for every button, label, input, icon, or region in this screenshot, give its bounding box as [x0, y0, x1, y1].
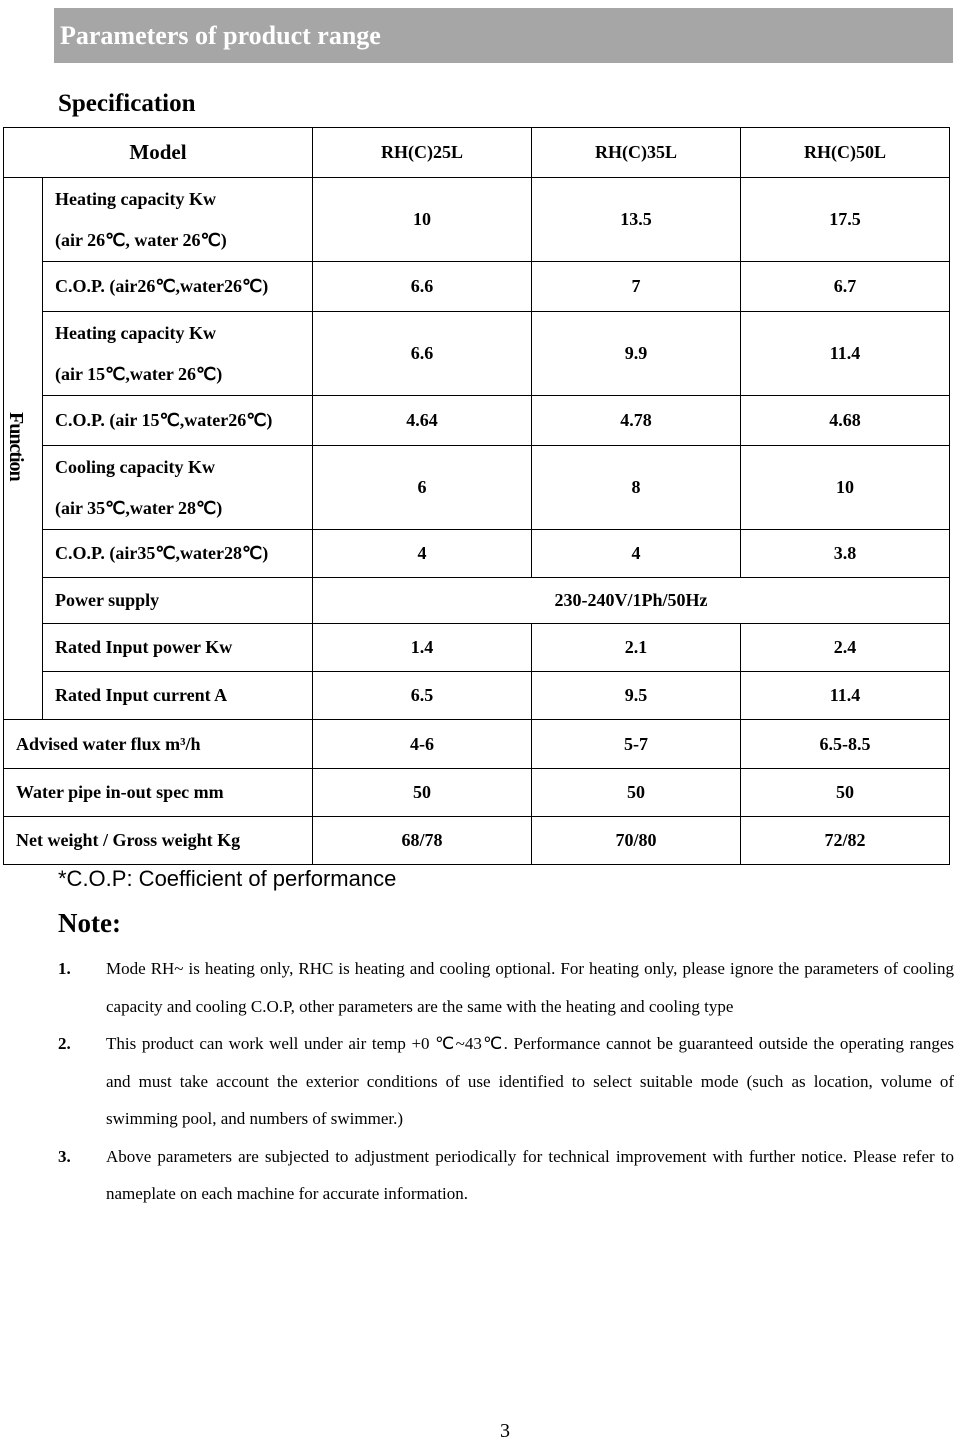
- row-label-line: Heating capacity Kw: [55, 188, 216, 209]
- row-label: Rated Input current A: [43, 672, 313, 720]
- model-name: RH(C)50L: [741, 128, 950, 178]
- table-row-water-flux: [4, 720, 950, 769]
- row-label-line: Cooling capacity Kw: [55, 456, 215, 477]
- table-row-cop-35: [4, 530, 950, 578]
- cell-value: 6.7: [741, 262, 950, 312]
- cell-value: 4.64: [313, 396, 532, 446]
- row-label: Water pipe in-out spec mm: [4, 769, 313, 817]
- cell-value: 50: [532, 769, 741, 817]
- cell-value: 4.78: [532, 396, 741, 446]
- row-label-line: (air 35℃,water 28℃): [55, 497, 223, 518]
- cell-value: 72/82: [741, 817, 950, 865]
- function-label: Function: [5, 411, 27, 481]
- row-label: [43, 446, 313, 530]
- row-label: [43, 178, 313, 262]
- table-row-model: [4, 128, 950, 178]
- note-text: Above parameters are subjected to adjustment periodically for technical improvement with further notice. Please refer to nameplate on each machine for accurate information.: [106, 1146, 954, 1203]
- note-number: 2.: [58, 1034, 71, 1053]
- cell-value: 6: [313, 446, 532, 530]
- cell-value: 11.4: [741, 672, 950, 720]
- table-row-pipe-spec: [4, 769, 950, 817]
- notes-heading: Note:: [58, 908, 121, 938]
- specification-heading: Specification: [58, 90, 196, 117]
- row-label-line: Heating capacity Kw: [55, 322, 216, 343]
- note-item: [58, 1138, 954, 1213]
- row-label: C.O.P. (air 15℃,water26℃): [43, 396, 313, 446]
- table-row-cooling-35: [4, 446, 950, 530]
- row-label: C.O.P. (air35℃,water28℃): [43, 530, 313, 578]
- row-label-line: (air 26℃, water 26℃): [55, 229, 227, 250]
- cell-value: 6.5: [313, 672, 532, 720]
- row-label: Rated Input power Kw: [43, 624, 313, 672]
- note-number: 1.: [58, 959, 71, 978]
- notes-list: [58, 950, 954, 1213]
- row-label: Power supply: [43, 578, 313, 624]
- note-item: [58, 950, 954, 1025]
- cell-value: 50: [741, 769, 950, 817]
- table-row-rated-power: [4, 624, 950, 672]
- cell-value: 2.4: [741, 624, 950, 672]
- cell-value: 6.6: [313, 262, 532, 312]
- cell-value: 1.4: [313, 624, 532, 672]
- cell-value: 3.8: [741, 530, 950, 578]
- note-item: [58, 1025, 954, 1138]
- cell-value: 4-6: [313, 720, 532, 769]
- cell-value: 68/78: [313, 817, 532, 865]
- specification-table: [3, 127, 950, 865]
- cell-value: 6.6: [313, 312, 532, 396]
- cell-value: 17.5: [741, 178, 950, 262]
- cell-value: 9.9: [532, 312, 741, 396]
- table-row-weight: [4, 817, 950, 865]
- cell-value: 13.5: [532, 178, 741, 262]
- table-row-rated-current: [4, 672, 950, 720]
- note-text: Mode RH~ is heating only, RHC is heating and cooling optional. For heating only, please ignore the parameters of cooling capacity and cooling C.O.P, other parameters are the same with the heating and cooling type: [106, 959, 954, 1016]
- cell-value: 10: [313, 178, 532, 262]
- cell-value: 9.5: [532, 672, 741, 720]
- row-label: C.O.P. (air26℃,water26℃): [43, 262, 313, 312]
- cell-value: 70/80: [532, 817, 741, 865]
- cell-value: 8: [532, 446, 741, 530]
- page-number: 3: [500, 1420, 510, 1442]
- table-row-cop-15: [4, 396, 950, 446]
- row-label: Net weight / Gross weight Kg: [4, 817, 313, 865]
- model-label: Model: [4, 128, 313, 178]
- cell-value: 5-7: [532, 720, 741, 769]
- cell-value: 4.68: [741, 396, 950, 446]
- cell-value: 7: [532, 262, 741, 312]
- model-name: RH(C)35L: [532, 128, 741, 178]
- page-banner: Parameters of product range: [54, 8, 953, 63]
- row-label: Advised water flux m³/h: [4, 720, 313, 769]
- table-row-heating-15: [4, 312, 950, 396]
- table-row-cop-26: [4, 262, 950, 312]
- row-label: [43, 312, 313, 396]
- cell-value: 4: [532, 530, 741, 578]
- cell-value: 230-240V/1Ph/50Hz: [313, 578, 950, 624]
- function-group-cell: [4, 178, 43, 720]
- cell-value: 50: [313, 769, 532, 817]
- model-name: RH(C)25L: [313, 128, 532, 178]
- cell-value: 10: [741, 446, 950, 530]
- note-number: 3.: [58, 1146, 71, 1166]
- table-row-heating-26: [4, 178, 950, 262]
- cell-value: 11.4: [741, 312, 950, 396]
- table-row-power-supply: [4, 578, 950, 624]
- cell-value: 6.5-8.5: [741, 720, 950, 769]
- cell-value: 4: [313, 530, 532, 578]
- row-label-line: (air 15℃,water 26℃): [55, 363, 223, 384]
- note-text: This product can work well under air temp +0 ℃~43℃. Performance cannot be guaranteed outside the operating ranges and must take account the exterior conditions of use identified to select suitable mode (such as location, volume of swimming pool, and numbers of swimmer.): [106, 1034, 954, 1128]
- cell-value: 2.1: [532, 624, 741, 672]
- cop-definition: *C.O.P: Coefficient of performance: [58, 866, 397, 891]
